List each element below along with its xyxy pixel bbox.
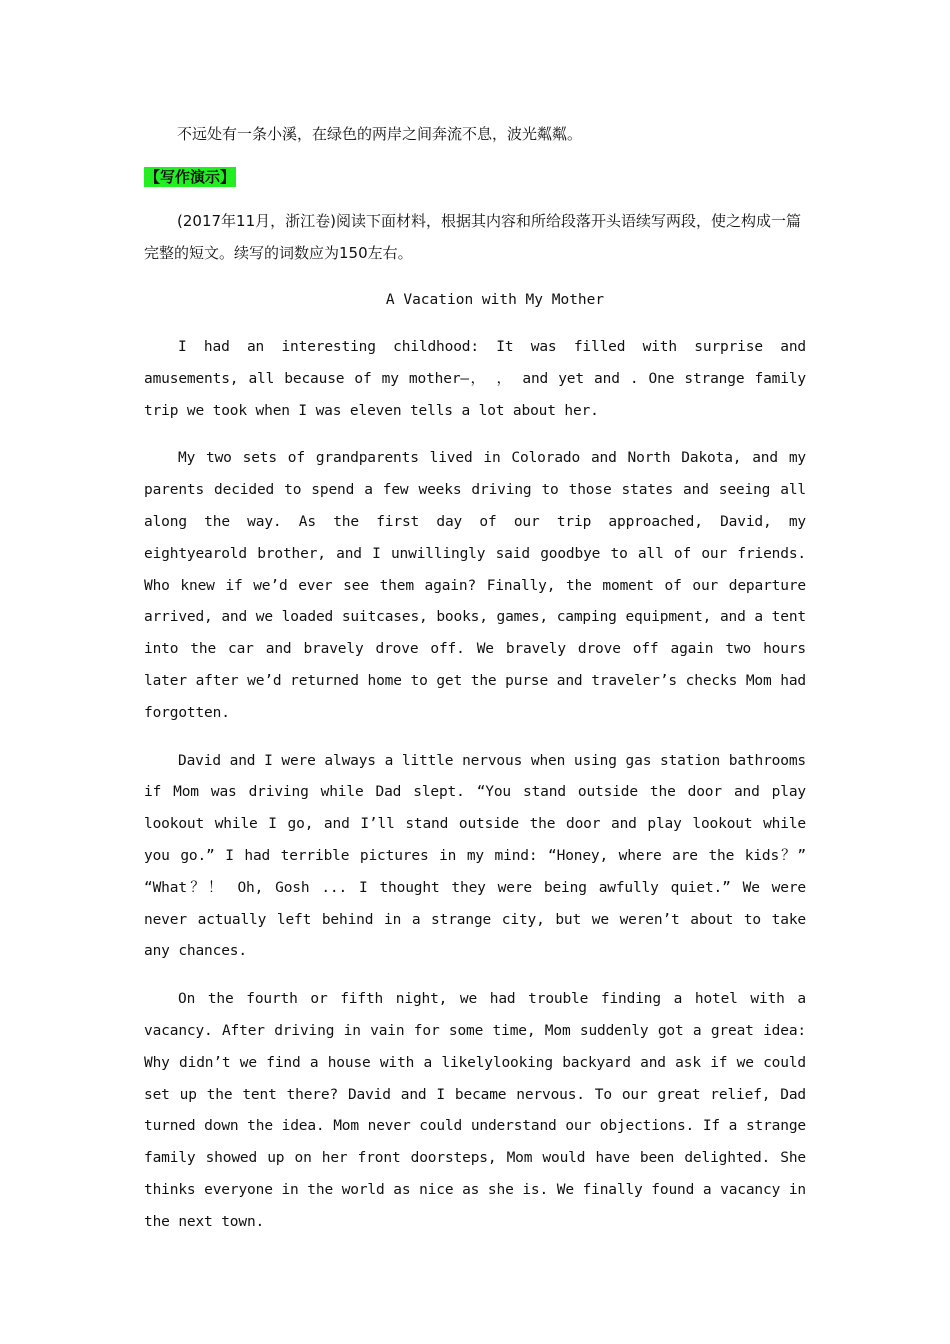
section-heading: 【写作演示】	[145, 168, 236, 186]
story-title: A Vacation with My Mother	[385, 292, 605, 308]
story-paragraph-4: On the fourth or fifth night, we had trouble finding a hotel with a vacancy. After driving in vain for some time, Mom suddenly got a great idea: Why didn’t we find a house with a likelylooking backyard and ask if we could set up the tent there? David and I became nervous. To our great relief, Dad turned down the idea. Mom never could understand our objections. If a strange family showed up on her front doorsteps, Mom would have been delighted. She thinks everyone in the world as nice as she is. We finally found a vacancy in the next town.	[144, 991, 806, 1230]
section-heading-wrap	[144, 167, 806, 187]
story-paragraph-2: My two sets of grandparents lived in Colorado and North Dakota, and my parents decided to spend a few weeks driving to those states and seeing all along the way. As the first day of our trip approached, David, my eightyearold brother, and I unwillingly said goodbye to all of our friends. Who knew if we’d ever see them again? Finally, the moment of our departure arrived, and we loaded suitcases, books, games, camping equipment, and a tent into the car and bravely drove off. We bravely drove off again two hours later after we’d returned home to get the purse and traveler’s checks Mom had forgotten.	[144, 450, 806, 721]
document-page	[144, 118, 806, 1255]
task-instructions: (2017年11月，浙江卷)阅读下面材料，根据其内容和所给段落开头语续写两段，使之构成一篇完整的短文。续写的词数应为150左右。	[144, 212, 801, 262]
story-paragraph-3: David and I were always a little nervous when using gas station bathrooms if Mom was driving while Dad slept. “You stand outside the door and play lookout while I go, and I’ll stand outside the door and play lookout while you go.” I had terrible pictures in my mind: “Honey, where are the kids？” “What？！ Oh, Gosh ... I thought they were being awfully quiet.” We were never actually left behind in a strange city, but we weren’t about to take any chances.	[144, 752, 806, 960]
intro-line: 不远处有一条小溪，在绿色的两岸之间奔流不息，波光粼粼。	[177, 125, 583, 143]
story-paragraph-1: I had an interesting childhood: It was filled with surprise and amusements, all because of my mother—， ， and yet and . One strange family trip we took when I was eleven tells a lot about her.	[144, 339, 806, 419]
